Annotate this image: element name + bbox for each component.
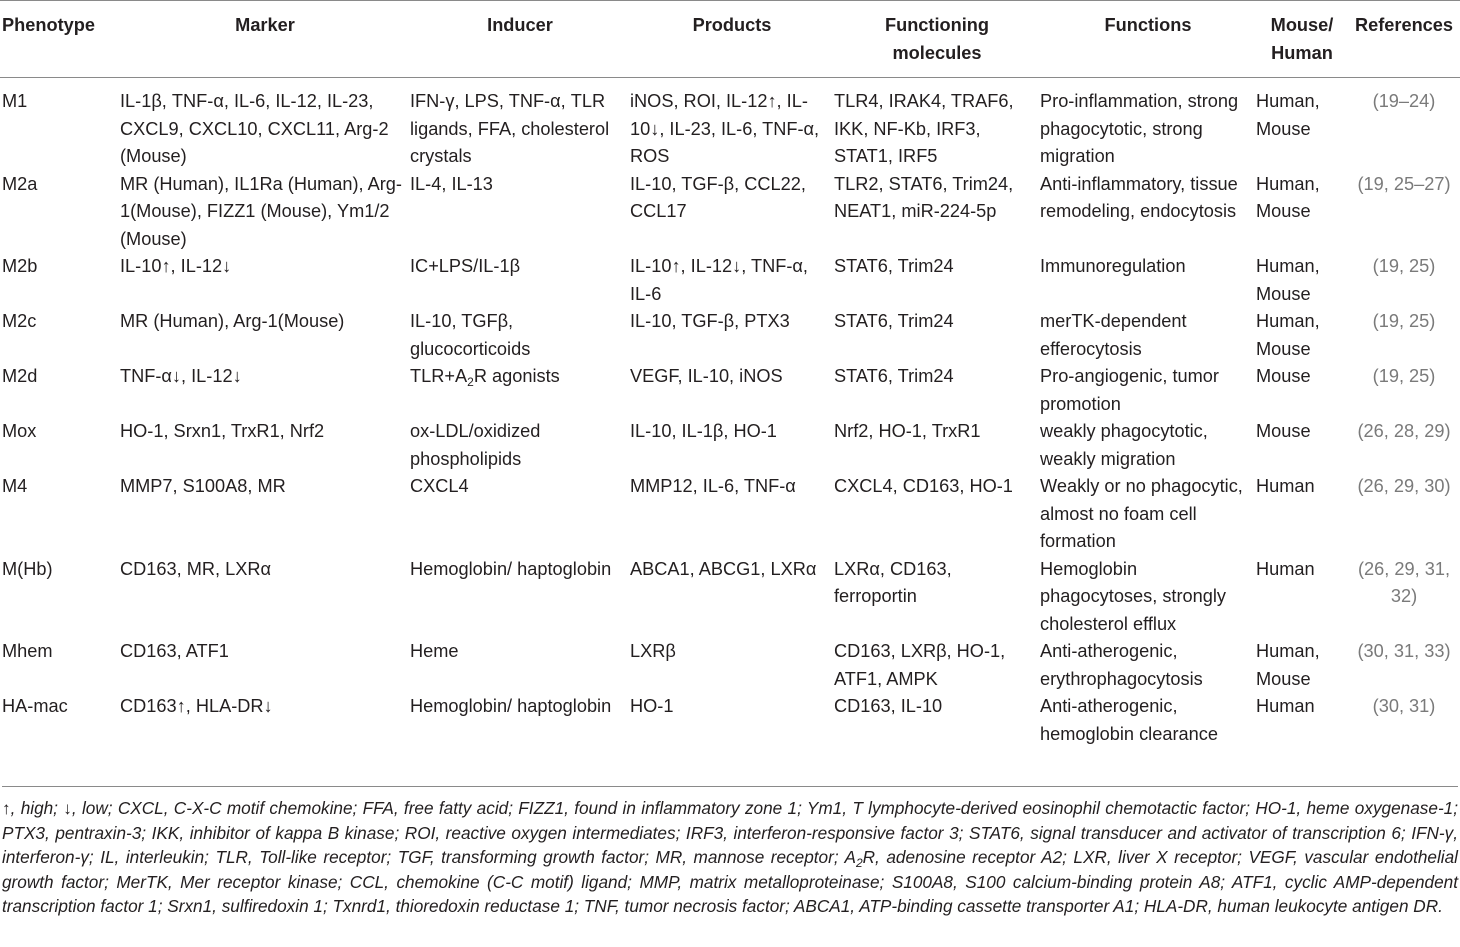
- functions-cell: Hemoglobin phagocytoses, strongly cholesterol efflux: [1040, 558, 1227, 634]
- table-row: [0, 556, 1460, 639]
- species-cell: Mouse: [1256, 366, 1311, 386]
- phenotype-cell: M4: [2, 476, 28, 496]
- products-cell: IL-10, IL-1β, HO-1: [630, 421, 777, 441]
- table-row: [0, 693, 1460, 748]
- marker-cell: CD163↑, HLA-DR↓: [120, 696, 273, 716]
- products-cell: iNOS, ROI, IL-12↑, IL-10↓, IL-23, IL-6, TNF-α, ROS: [630, 91, 820, 166]
- table-row: [0, 473, 1460, 556]
- functions-cell: Anti-atherogenic, hemoglobin clearance: [1040, 696, 1218, 744]
- table-body: [0, 78, 1460, 749]
- table-row: [0, 638, 1460, 693]
- inducer-cell: IFN-γ, LPS, TNF-α, TLR ligands, FFA, cholesterol crystals: [410, 91, 610, 166]
- references-cell[interactable]: (19–24): [1372, 91, 1436, 111]
- species-cell: Human: [1256, 558, 1315, 579]
- molecules-cell: TLR4, IRAK4, TRAF6, IKK, NF-Kb, IRF3, STAT1, IRF5: [834, 91, 1014, 166]
- molecules-cell: CD163, IL-10: [834, 696, 943, 716]
- marker-cell: MR (Human), Arg-1(Mouse): [120, 311, 345, 331]
- phenotype-cell: Mox: [2, 421, 37, 441]
- inducer-cell: CXCL4: [410, 476, 469, 496]
- header-functioning-molecules: Functioning molecules: [884, 15, 990, 63]
- header-row: [0, 1, 1460, 78]
- species-cell: Human: [1256, 476, 1315, 496]
- inducer-cell: ox-LDL/oxidized phospholipids: [410, 421, 541, 469]
- functions-cell: weakly phagocytotic, weakly migration: [1040, 421, 1208, 469]
- products-cell: ABCA1, ABCG1, LXRα: [630, 558, 817, 579]
- references-cell[interactable]: (26, 29, 31, 32): [1357, 558, 1450, 606]
- functions-cell: Anti-atherogenic, erythrophagocytosis: [1040, 641, 1203, 689]
- products-cell: MMP12, IL-6, TNF-α: [630, 476, 796, 496]
- functions-cell: Anti-inflammatory, tissue remodeling, endocytosis: [1040, 173, 1238, 221]
- species-cell: Human, Mouse: [1256, 173, 1320, 221]
- products-cell: IL-10, TGF-β, PTX3: [630, 311, 790, 331]
- molecules-cell: STAT6, Trim24: [834, 366, 954, 386]
- references-cell[interactable]: (30, 31): [1372, 696, 1436, 716]
- references-cell[interactable]: (19, 25–27): [1357, 173, 1451, 194]
- references-cell[interactable]: (19, 25): [1372, 311, 1436, 331]
- table-footnote: [2, 786, 1458, 919]
- header-references: References: [1354, 15, 1454, 35]
- molecules-cell: STAT6, Trim24: [834, 311, 954, 331]
- inducer-cell: Hemoglobin/ haptoglobin: [410, 558, 612, 579]
- references-cell[interactable]: (19, 25): [1372, 256, 1436, 276]
- products-cell: LXRβ: [630, 641, 676, 661]
- inducer-cell: IL-10, TGFβ, glucocorticoids: [410, 311, 531, 359]
- inducer-subscript: 2: [467, 375, 474, 389]
- header-species: Mouse/ Human: [1270, 15, 1334, 63]
- marker-cell: CD163, MR, LXRα: [120, 558, 272, 579]
- phenotype-cell: M2d: [2, 366, 38, 386]
- table-row: [0, 308, 1460, 363]
- functions-cell: Pro-angiogenic, tumor promotion: [1040, 366, 1219, 414]
- inducer-cell: Hemoglobin/ haptoglobin: [410, 696, 612, 716]
- header-phenotype: Phenotype: [2, 15, 95, 35]
- table-row: [0, 418, 1460, 473]
- marker-cell: MMP7, S100A8, MR: [120, 476, 286, 496]
- species-cell: Human, Mouse: [1256, 91, 1320, 139]
- products-cell: VEGF, IL-10, iNOS: [630, 366, 783, 386]
- molecules-cell: Nrf2, HO-1, TrxR1: [834, 421, 981, 441]
- inducer-cell: Heme: [410, 641, 459, 661]
- products-cell: IL-10↑, IL-12↓, TNF-α, IL-6: [630, 256, 808, 304]
- phenotype-cell: M2a: [2, 173, 38, 194]
- phenotype-cell: M2b: [2, 256, 38, 276]
- molecules-cell: STAT6, Trim24: [834, 256, 954, 276]
- marker-cell: IL-10↑, IL-12↓: [120, 256, 232, 276]
- marker-cell: MR (Human), IL1Ra (Human), Arg-1(Mouse), FIZZ1 (Mouse), Ym1/2 (Mouse): [120, 173, 402, 249]
- phenotype-cell: M1: [2, 91, 28, 111]
- header-products: Products: [692, 15, 772, 35]
- marker-cell: HO-1, Srxn1, TrxR1, Nrf2: [120, 421, 325, 441]
- inducer-text: TLR+A: [410, 366, 468, 386]
- functions-cell: Pro-inflammation, strong phagocytotic, strong migration: [1040, 91, 1239, 166]
- references-cell[interactable]: (30, 31, 33): [1357, 641, 1451, 661]
- molecules-cell: CXCL4, CD163, HO-1: [834, 476, 1013, 496]
- header-functions: Functions: [1104, 15, 1192, 35]
- marker-cell: TNF-α↓, IL-12↓: [120, 366, 242, 386]
- footnote-subscript: 2: [855, 856, 863, 870]
- functions-cell: Immunoregulation: [1040, 256, 1186, 276]
- species-cell: Mouse: [1256, 421, 1311, 441]
- inducer-cell: [410, 363, 630, 418]
- table-row: [0, 78, 1460, 171]
- table-row: [0, 253, 1460, 308]
- references-cell[interactable]: (26, 28, 29): [1357, 421, 1451, 441]
- species-cell: Human, Mouse: [1256, 641, 1320, 689]
- inducer-cell: IL-4, IL-13: [410, 173, 493, 194]
- table-row: [0, 171, 1460, 254]
- marker-cell: CD163, ATF1: [120, 641, 229, 661]
- species-cell: Human, Mouse: [1256, 256, 1320, 304]
- molecules-cell: CD163, LXRβ, HO-1, ATF1, AMPK: [834, 641, 1006, 689]
- functions-cell: merTK-dependent efferocytosis: [1040, 311, 1187, 359]
- header-marker: Marker: [235, 15, 295, 35]
- molecules-cell: LXRα, CD163, ferroportin: [834, 558, 952, 606]
- table-header: [0, 1, 1460, 78]
- species-cell: Human, Mouse: [1256, 311, 1320, 359]
- products-cell: IL-10, TGF-β, CCL22, CCL17: [630, 173, 806, 221]
- footnote-text: ↑, high; ↓, low; CXCL, C-X-C motif chemokine; FFA, free fatty acid; FIZZ1, found in inflammatory zone 1; Ym1, T lymphocyte-derived eosinophil chemotactic factor; HO-1, heme oxygenase-1; PTX3, pentraxin-3; IKK, inhibitor of kappa B kinase; ROI, reactive oxygen intermediates; IRF3, interferon-responsive factor 3; STAT6, signal transducer and activator of transcription 6; IFN-γ, interferon-γ; IL, interleukin; TLR, Toll-like receptor; TGF, transforming growth factor; MR, mannose receptor; A: [2, 798, 1458, 867]
- marker-cell: IL-1β, TNF-α, IL-6, IL-12, IL-23, CXCL9, CXCL10, CXCL11, Arg-2 (Mouse): [120, 91, 389, 166]
- header-inducer: Inducer: [487, 15, 553, 35]
- phenotype-cell: M2c: [2, 311, 37, 331]
- footnote-text-tail: R, adenosine receptor A2; LXR, liver X receptor; VEGF, vascular endothelial growth factor; MerTK, Mer receptor kinase; CCL, chemokine (C-C motif) ligand; MMP, matrix metalloproteinase; S100A8, S100 calcium-binding protein A8; ATF1, cyclic AMP-dependent transcription factor 1; Srxn1, sulfiredoxin 1; Txnrd1, thioredoxin reductase 1; TNF, tumor necrosis factor; ABCA1, ATP-binding cassette transporter A1; HLA-DR, human leukocyte antigen DR.: [2, 847, 1458, 916]
- species-cell: Human: [1256, 696, 1315, 716]
- references-cell[interactable]: (26, 29, 30): [1357, 476, 1451, 496]
- functions-cell: Weakly or no phagocytic, almost no foam cell formation: [1040, 476, 1243, 551]
- phenotype-cell: HA-mac: [2, 696, 68, 716]
- phenotype-cell: Mhem: [2, 641, 53, 661]
- table-row: [0, 363, 1460, 418]
- references-cell[interactable]: (19, 25): [1372, 366, 1436, 386]
- molecules-cell: TLR2, STAT6, Trim24, NEAT1, miR-224-5p: [834, 173, 1014, 221]
- products-cell: HO-1: [630, 696, 674, 716]
- phenotype-cell: M(Hb): [2, 558, 53, 579]
- inducer-cell: IC+LPS/IL-1β: [410, 256, 521, 276]
- inducer-text-tail: R agonists: [473, 366, 560, 386]
